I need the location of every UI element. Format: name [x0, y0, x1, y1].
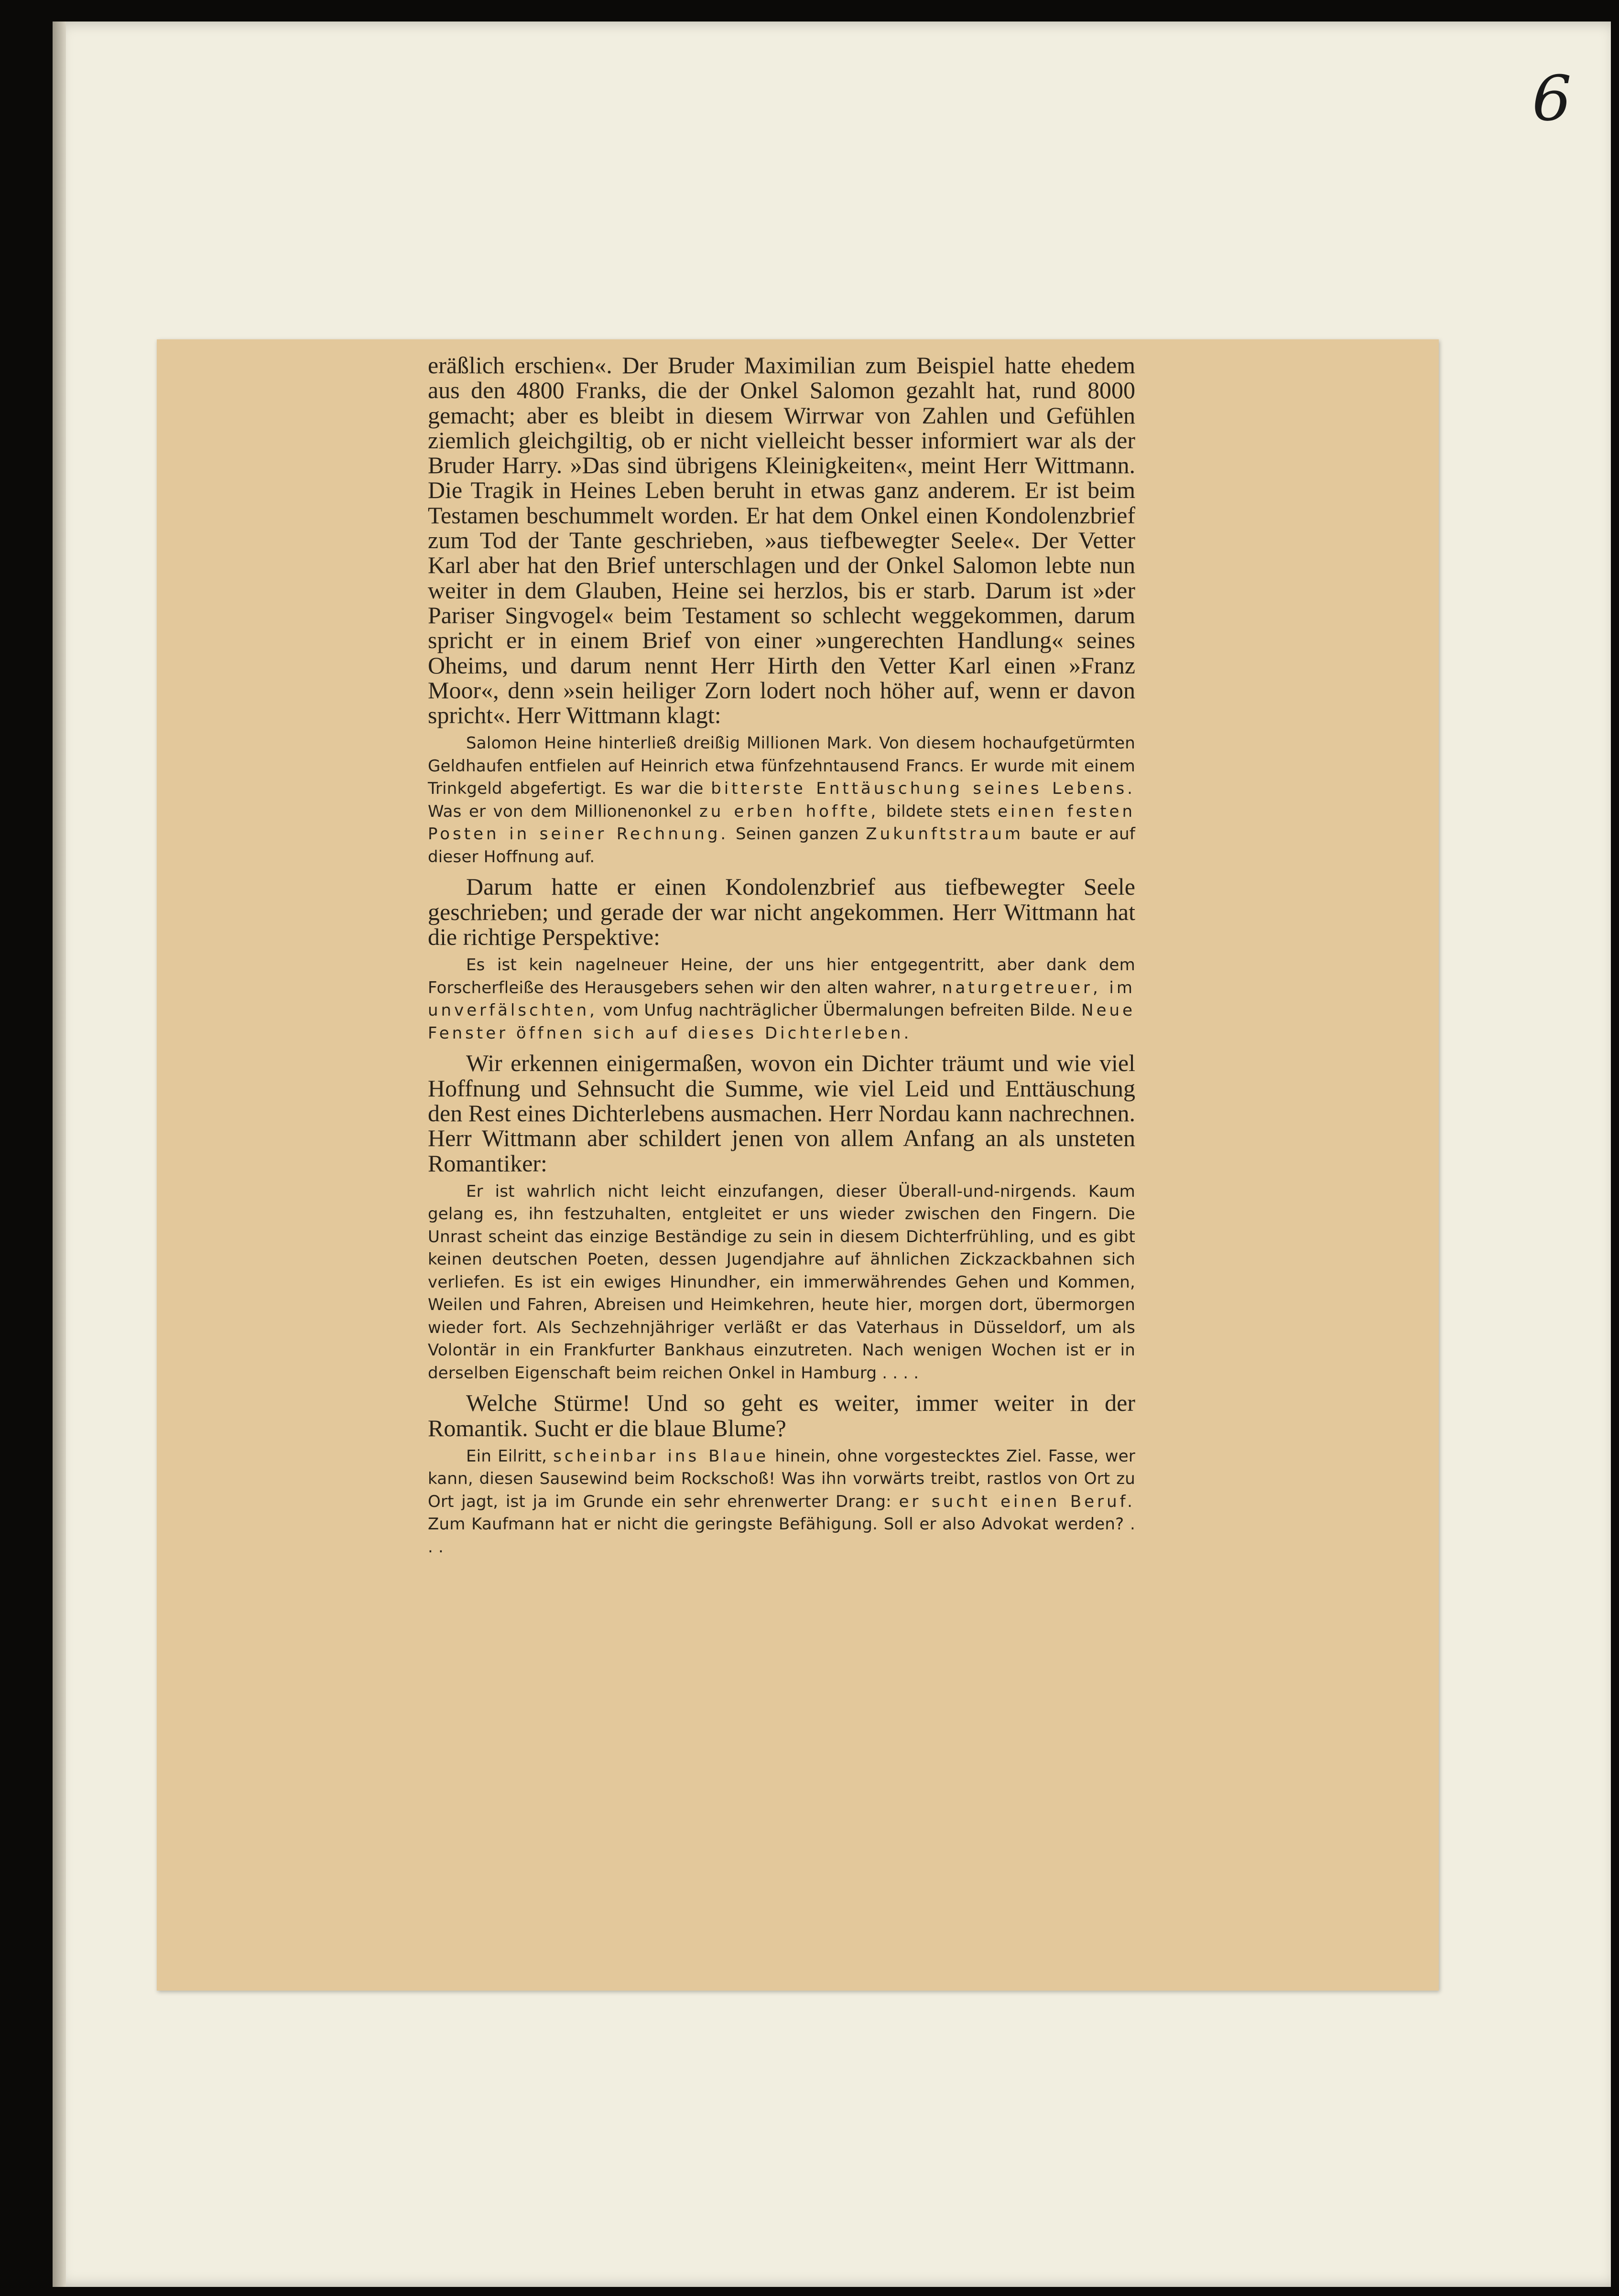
quote-2-part-b: naturgetreuer, im unverfälschten,	[428, 978, 1135, 1020]
quote-4-part-b: scheinbar ins Blaue	[553, 1446, 769, 1466]
quote-1-part-i: baute er auf dieser Hoffnung auf.	[428, 824, 1135, 866]
quote-4-part-c: hinein, ohne vorgestecktes Ziel. Fasse, wer kann, diesen Sausewind beim Rockschoß! Was ihn vorwärts treibt, rastlos von Ort zu Ort jagt, ist ja im Grunde ein sehr ehrenwerter Drang:	[428, 1446, 1135, 1511]
clipping-text	[428, 353, 1135, 1564]
quote-2-part-c: vom Unfug nachträglicher Übermalungen befreiten Bilde.	[597, 1001, 1082, 1020]
quote-1-part-b: bitterste Enttäuschung seines Lebens.	[711, 779, 1135, 799]
quote-4-part-d: er sucht einen Beruf.	[899, 1492, 1135, 1511]
page-number: 6	[1532, 62, 1572, 135]
paragraph-1: eräßlich erschien«. Der Bruder Maximilian zum Beispiel hatte ehedem aus den 4800 Franks, die der Onkel Salomon gezahlt hat, rund 8000 gemacht; aber es bleibt in diesem Wirrwar von Zahlen und Gefühlen ziemlich gleichgiltig, ob er nicht vielleicht besser informiert war als der Bruder Harry. »Das sind übrigens Kleinigkeiten«, meint Herr Wittmann. Die Tragik in Heines Leben beruht in etwas ganz anderem. Er ist beim Testamen beschummelt worden. Er hat dem Onkel einen Kondolenzbrief zum Tod der Tante geschrieben, »aus tiefbewegter Seele«. Der Vetter Karl aber hat den Brief unterschlagen und der Onkel Salomon lebte nun weiter in dem Glauben, Heine sei herzlos, bis er starb. Darum ist »der Pariser Singvogel« beim Testament so schlecht weggekommen, darum spricht er in einem Brief von einer »ungerechten Handlung« seines Oheims, und darum nennt Herr Hirth den Vetter Karl einen »Franz Moor«, denn »sein heiliger Zorn lodert noch höher auf, wenn er davon spricht«. Herr Wittmann klagt:	[428, 352, 1135, 729]
quote-1-part-g: Seinen ganzen	[728, 824, 866, 844]
quote-2-part-a: Es ist kein nagelneuer Heine, der uns hier entgegentritt, aber dank dem Forscherfleiße des Herausgebers sehen wir den alten wahrer,	[428, 955, 1135, 997]
quote-1-part-f: einen festen Posten in seiner Rechnung.	[428, 801, 1136, 844]
quote-4	[428, 1445, 1135, 1559]
page-binding	[53, 22, 66, 2287]
quote-4-part-e: Zum Kaufmann hat er nicht die geringste Befähigung. Soll er also Advokat werden? . . .	[428, 1515, 1135, 1557]
quote-3: Er ist wahrlich nicht leicht einzufangen, dieser Überall-und-nirgends. Kaum gelang es, ihn festzuhalten, entgleitet er uns wieder zwischen den Fingern. Die Unrast scheint das einzige Beständige zu sein in diesem Dichterfrühling, und es gibt keinen deutschen Poeten, dessen Jugendjahre auf ähnlichen Zickzackbahnen sich verliefen. Es ist ein ewiges Hinundher, ein immerwährendes Gehen und Kommen, Weilen und Fahren, Abreisen und Heimkehren, heute hier, morgen dort, übermorgen wieder fort. Als Sechzehnjähriger verläßt er das Vaterhaus in Düsseldorf, um als Volontär in ein Frankfurter Bankhaus einzutreten. Nach wenigen Wochen ist er in derselben Eigenschaft beim reichen Onkel in Hamburg . . . .	[428, 1181, 1135, 1383]
quote-1-part-d: zu erben hoffte,	[699, 801, 879, 821]
quote-1-part-a: Salomon Heine hinterließ dreißig Millionen Mark. Von diesem hochaufgetürmten Geldhaufen entfielen auf Heinrich etwa fünfzehntausend Francs. Er wurde mit einem Trinkgeld abgefertigt. Es war die	[428, 734, 1135, 799]
quote-1-part-e: bildete stets	[879, 801, 998, 821]
paragraph-2: Darum hatte er einen Kondolenzbrief aus tiefbewegter Seele geschrieben; und gerade der war nicht angekommen. Herr Wittmann hat die richtige Perspektive:	[428, 873, 1135, 951]
quote-2	[428, 954, 1135, 1045]
quote-2-part-d: Neue Fenster öffnen sich auf dieses Dichterleben.	[428, 1001, 1135, 1043]
paragraph-3: Wir erkennen einigermaßen, wovon ein Dichter träumt und wie viel Hoffnung und Sehnsucht die Summe, wie viel Leid und Enttäuschung den Rest eines Dichterlebens ausmachen. Herr Nordau kann nachrechnen. Herr Wittmann aber schildert jenen von allem Anfang an als unsteten Romantiker:	[428, 1050, 1135, 1177]
quote-1	[428, 732, 1135, 868]
paragraph-4: Welche Stürme! Und so geht es weiter, immer weiter in der Romantik. Sucht er die blaue Blume?	[428, 1389, 1135, 1441]
quote-1-part-h: Zukunftstraum	[866, 824, 1024, 844]
quote-1-part-c: Was er von dem Millionenonkel	[428, 801, 699, 821]
quote-4-part-a: Ein Eilritt,	[466, 1446, 554, 1466]
